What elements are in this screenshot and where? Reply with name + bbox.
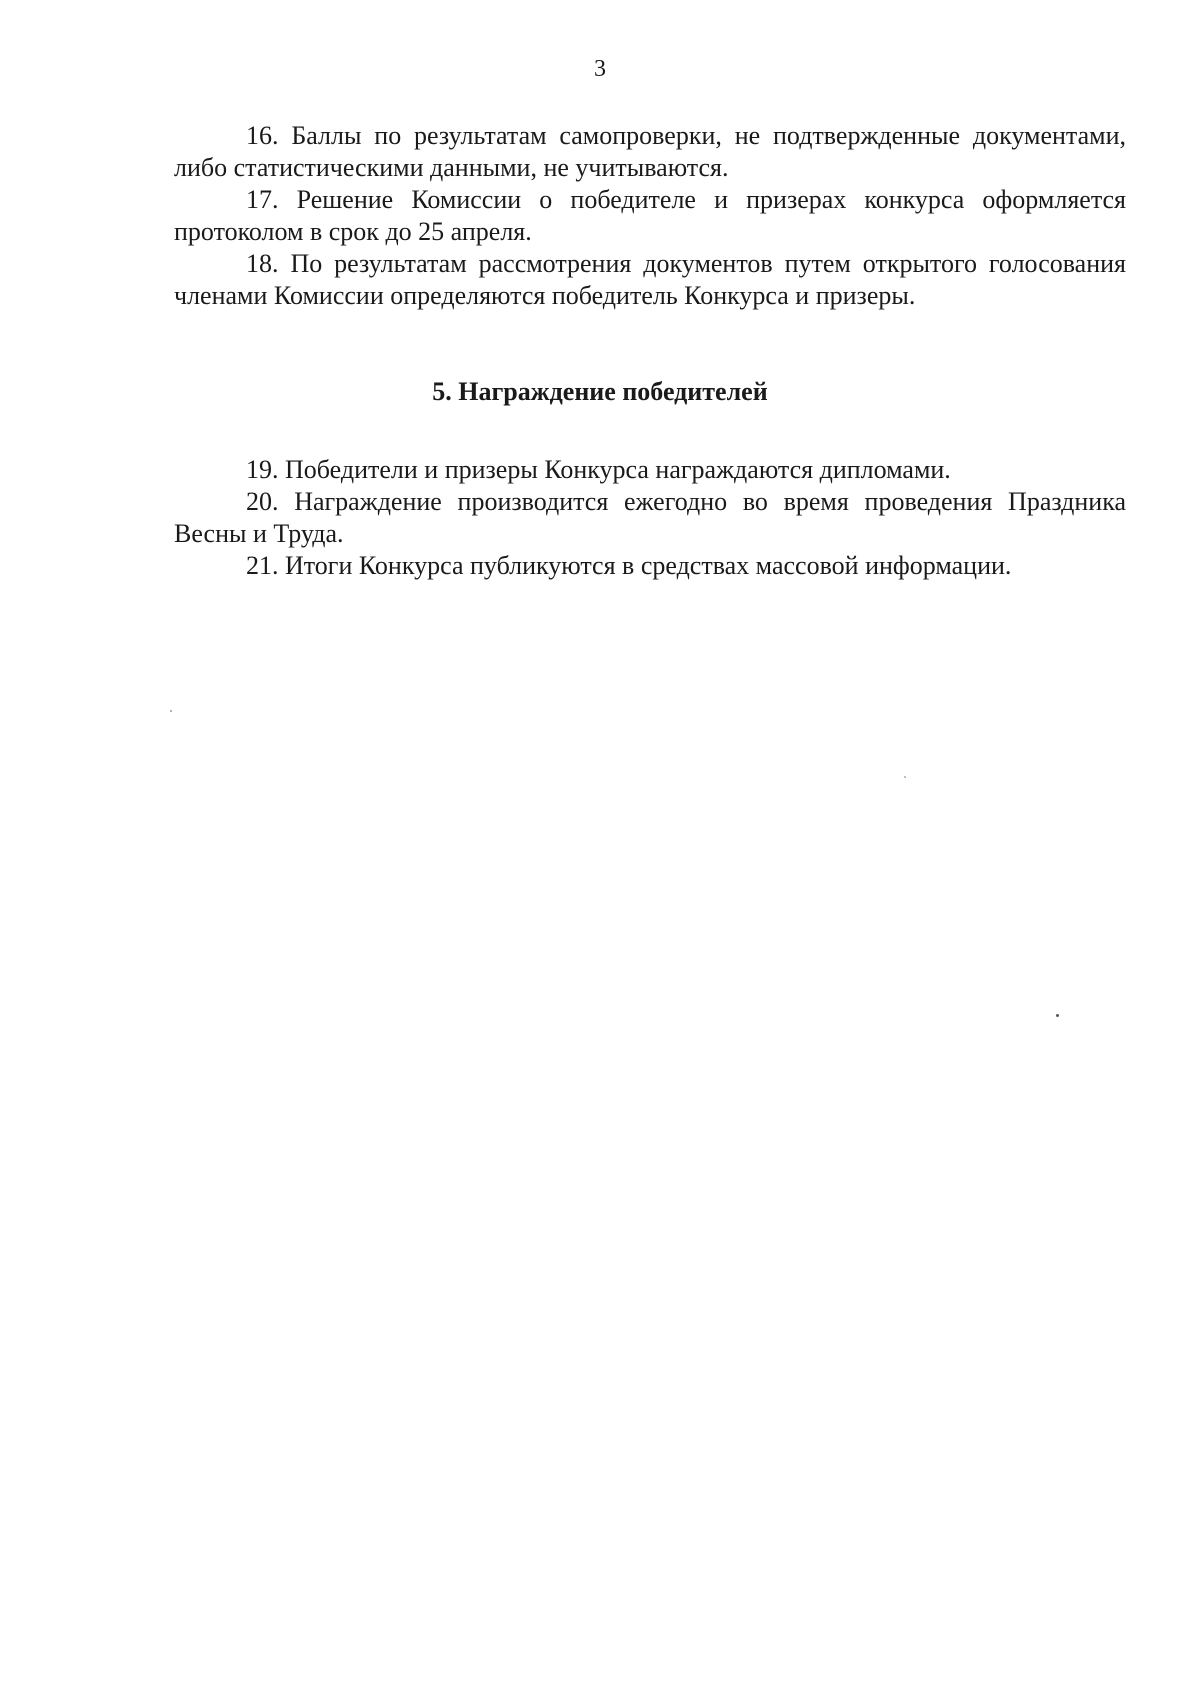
section-5-heading: 5. Награждение победителей xyxy=(432,377,768,406)
paragraph-18: 18. По результатам рассмотрения документов путем открытого голосования членами Комиссии определяются победитель Конкурса и призеры. xyxy=(174,249,1126,310)
page-number: 3 xyxy=(594,56,606,82)
section-4-tail xyxy=(174,120,1126,312)
scan-speck xyxy=(904,776,906,778)
paragraph-19: 19. Победители и призеры Конкурса награждаются дипломами. xyxy=(246,455,951,484)
paragraph-17: 17. Решение Комиссии о победителе и призерах конкурса оформляется протоколом в срок до 25 апреля. xyxy=(174,185,1126,246)
scan-speck xyxy=(1056,1014,1059,1017)
paragraph-21: 21. Итоги Конкурса публикуются в средствах массовой информации. xyxy=(246,551,1012,580)
section-5-body xyxy=(174,454,1126,582)
paragraph-20: 20. Награждение производится ежегодно во время проведения Праздника Весны и Труда. xyxy=(174,487,1126,548)
paragraph-16: 16. Баллы по результатам самопроверки, не подтвержденные документами, либо статистическими данными, не учитываются. xyxy=(174,121,1126,182)
scan-speck xyxy=(170,710,172,712)
